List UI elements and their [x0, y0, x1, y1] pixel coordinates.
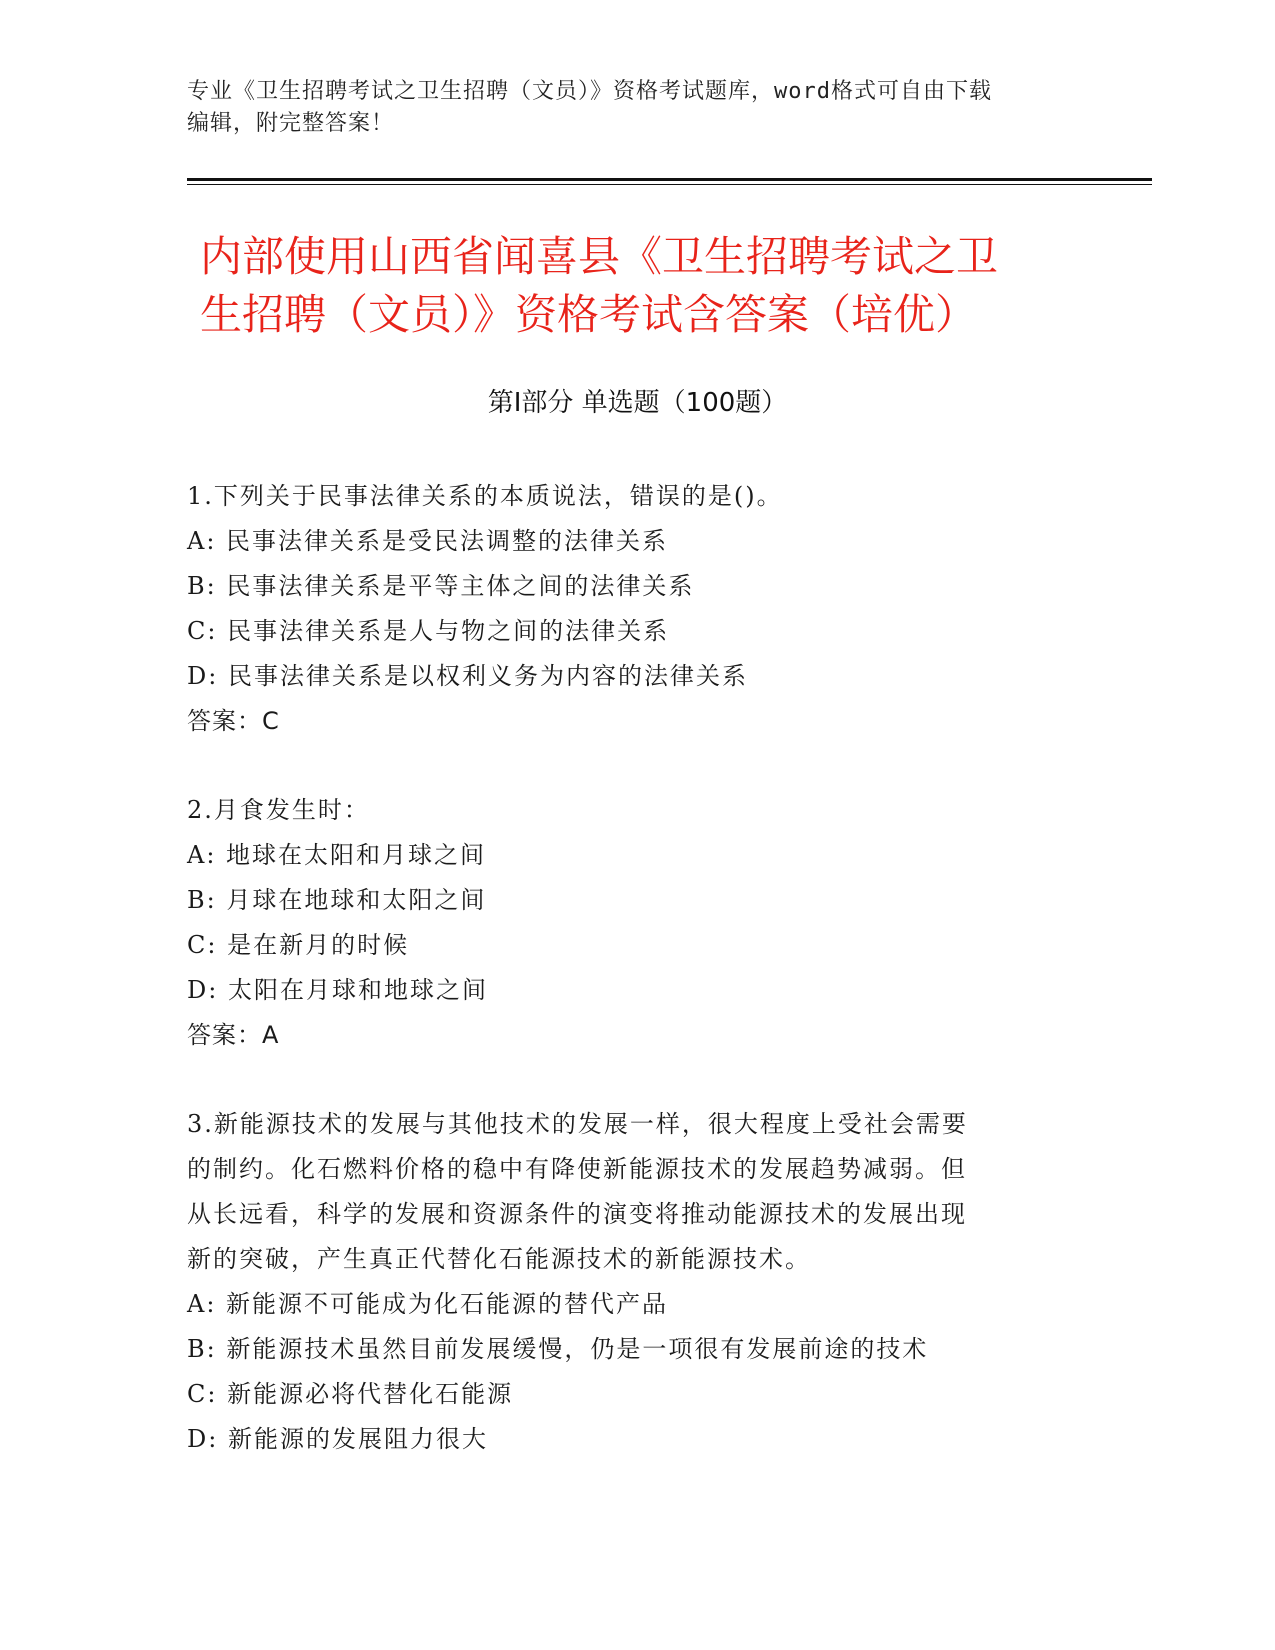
document-title — [200, 228, 1100, 344]
answer: 答案：C — [187, 707, 280, 735]
question-stem-line-2: 的制约。化石燃料价格的稳中有降使新能源技术的发展趋势减弱。但 — [187, 1155, 967, 1183]
option-d: D: 民事法律关系是以权利义务为内容的法律关系 — [187, 662, 748, 690]
option-a: A: 地球在太阳和月球之间 — [187, 841, 487, 869]
option-d: D: 太阳在月球和地球之间 — [187, 976, 488, 1004]
question-list — [187, 474, 1067, 1506]
header-note-line-2: 编辑，附完整答案！ — [187, 111, 395, 136]
question-stem-line-4: 新的突破，产生真正代替化石能源技术的新能源技术。 — [187, 1245, 811, 1273]
question-stem-line-3: 从长远看，科学的发展和资源条件的演变将推动能源技术的发展出现 — [187, 1200, 967, 1228]
header-note-line-1: 专业《卫生招聘考试之卫生招聘（文员）》资格考试题库，word格式可自由下载 — [187, 79, 992, 104]
option-b: B: 新能源技术虽然目前发展缓慢，仍是一项很有发展前途的技术 — [187, 1335, 929, 1363]
option-a: A: 民事法律关系是受民法调整的法律关系 — [187, 527, 669, 555]
section-title: 第Ⅰ部分 单选题（100题） — [487, 388, 788, 418]
option-c: C: 新能源必将代替化石能源 — [187, 1380, 514, 1408]
header-note — [187, 76, 1087, 140]
document-title-line-2: 生招聘（文员）》资格考试含答案（培优） — [200, 290, 978, 339]
option-b: B: 月球在地球和太阳之间 — [187, 886, 487, 914]
question-stem: 1.下列关于民事法律关系的本质说法，错误的是()。 — [187, 482, 783, 510]
option-c: C: 是在新月的时候 — [187, 931, 410, 959]
question-stem: 2.月食发生时： — [187, 796, 370, 824]
option-c: C: 民事法律关系是人与物之间的法律关系 — [187, 617, 670, 645]
question-2 — [187, 788, 1067, 1058]
header-divider-thick — [187, 178, 1152, 181]
question-1 — [187, 474, 1067, 744]
question-3 — [187, 1102, 1067, 1462]
option-b: B: 民事法律关系是平等主体之间的法律关系 — [187, 572, 695, 600]
header-divider-thin — [187, 184, 1152, 185]
question-stem-line-1: 3.新能源技术的发展与其他技术的发展一样，很大程度上受社会需要 — [187, 1110, 968, 1138]
answer: 答案：A — [187, 1021, 280, 1049]
option-d: D: 新能源的发展阻力很大 — [187, 1425, 488, 1453]
option-a: A: 新能源不可能成为化石能源的替代产品 — [187, 1290, 669, 1318]
document-title-line-1: 内部使用山西省闻喜县《卫生招聘考试之卫 — [200, 232, 999, 281]
